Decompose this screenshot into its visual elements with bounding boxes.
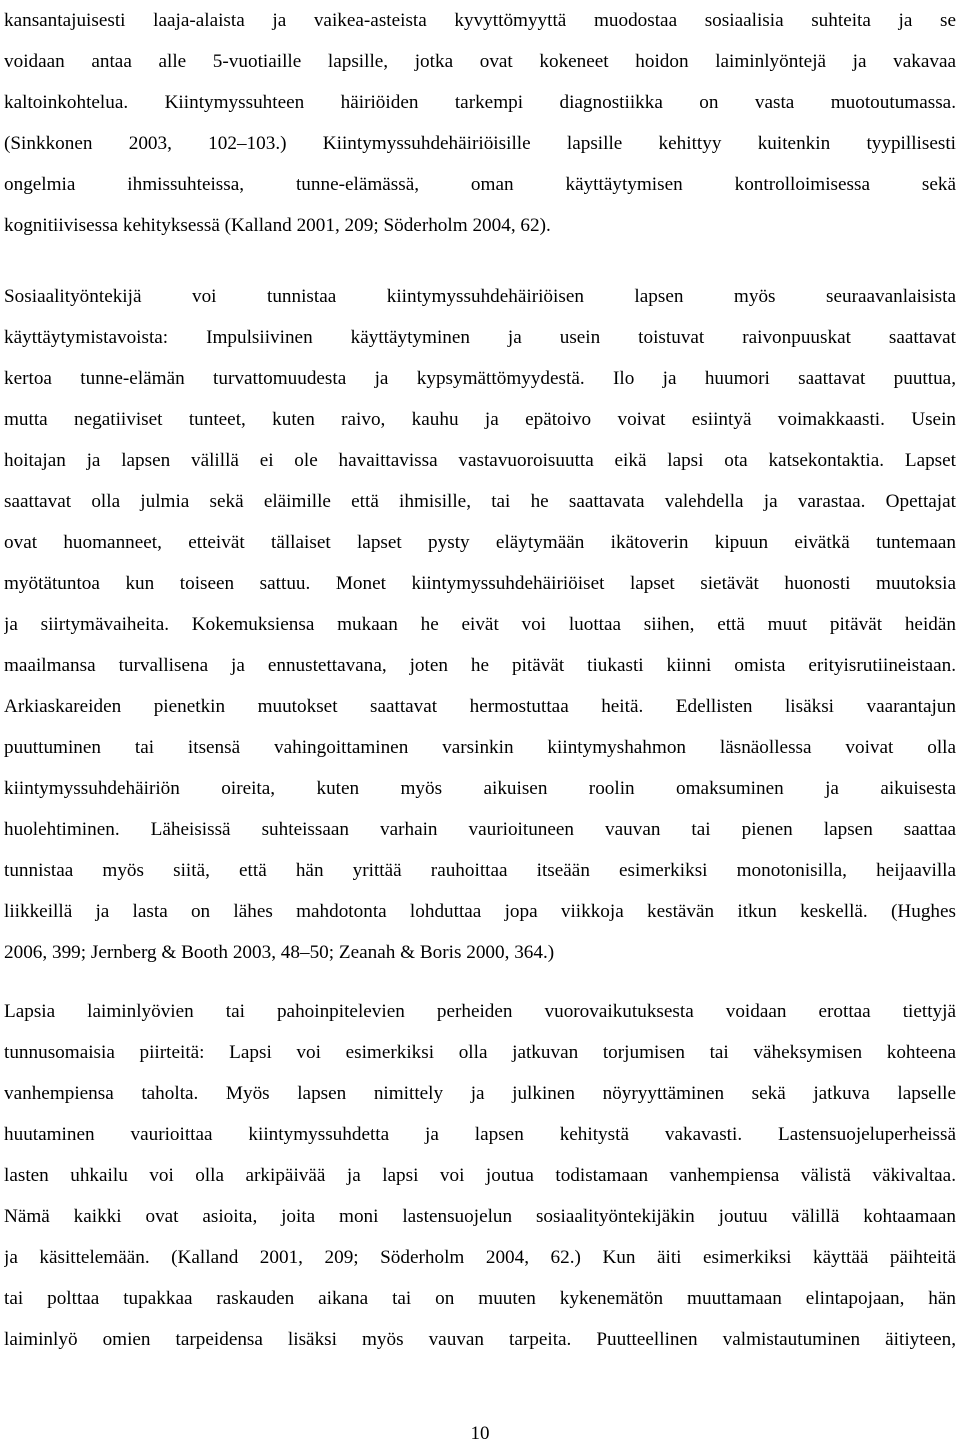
text-line: ja käsittelemään. (Kalland 2001, 209; Söderholm 2004, 62.) Kun äiti esimerkiksi käyttää päihteitä	[4, 1247, 956, 1268]
text-line: tunnusomaisia piirteitä: Lapsi voi esimerkiksi olla jatkuvan torjumisen tai väheksymisen kohteena	[4, 1042, 956, 1063]
text-line: laiminlyö omien tarpeidensa lisäksi myös vauvan tarpeita. Puutteellinen valmistautuminen äitiyteen,	[4, 1329, 956, 1350]
text-line: huolehtiminen. Läheisissä suhteissaan varhain vaurioituneen vauvan tai pienen lapsen saattaa	[4, 819, 956, 840]
text-line: käyttäytymistavoista: Impulsiivinen käyttäytyminen ja usein toistuvat raivonpuuskat saattavat	[4, 327, 956, 348]
text-line: Arkiaskareiden pienetkin muutokset saattavat hermostuttaa heitä. Edellisten lisäksi vaarantajun	[4, 696, 956, 717]
text-line: saattavat olla julmia sekä eläimille että ihmisille, tai he saattavata valehdella ja varastaa. Opettajat	[4, 491, 956, 512]
text-line: voidaan antaa alle 5-vuotiaille lapsille, jotka ovat kokeneet hoidon laiminlyöntejä ja vakavaa	[4, 51, 956, 72]
text-line: (Sinkkonen 2003, 102–103.) Kiintymyssuhdehäiriöisille lapsille kehittyy kuitenkin tyypillisesti	[4, 133, 956, 154]
text-line: ongelmia ihmissuhteissa, tunne-elämässä, oman käyttäytymisen kontrolloimisessa sekä	[4, 174, 956, 195]
text-line: mutta negatiiviset tunteet, kuten raivo, kauhu ja epätoivo voivat esiintyä voimakkaasti. Usein	[4, 409, 956, 430]
paragraph-1	[4, 0, 956, 246]
text-line: maailmansa turvallisena ja ennustettavana, joten he pitävät tiukasti kiinni omista erityisrutiineistaan.	[4, 655, 956, 676]
text-line: kaltoinkohtelua. Kiintymyssuhteen häiriöiden tarkempi diagnostiikka on vasta muotoutumassa.	[4, 92, 956, 113]
text-line: puuttuminen tai itsensä vahingoittaminen varsinkin kiintymyshahmon läsnäollessa voivat olla	[4, 737, 956, 758]
text-line: hoitajan ja lapsen välillä ei ole havaittavissa vastavuoroisuutta eikä lapsi ota katsekontaktia. Lapset	[4, 450, 956, 471]
text-line: liikkeillä ja lasta on lähes mahdotonta lohduttaa jopa viikkoja kestävän itkun keskellä. (Hughes	[4, 901, 956, 922]
page-number: 10	[470, 1423, 490, 1444]
text-line: tunnistaa myös siitä, että hän yrittää rauhoittaa itseään esimerkiksi monotonisilla, heijaavilla	[4, 860, 956, 881]
text-line: kansantajuisesti laaja-alaista ja vaikea-asteista kyvyttömyyttä muodostaa sosiaalisia suhteita ja se	[4, 10, 956, 31]
text-line: Nämä kaikki ovat asioita, joita moni lastensuojelun sosiaalityöntekijäkin joutuu välillä kohtaamaan	[4, 1206, 956, 1227]
text-line: lasten uhkailu voi olla arkipäivää ja lapsi voi joutua todistamaan vanhempiensa välistä väkivaltaa.	[4, 1165, 956, 1186]
text-line: ovat huomanneet, etteivät tällaiset lapset pysty eläytymään ikätoverin kipuun eivätkä tuntemaan	[4, 532, 956, 553]
text-line: vanhempiensa taholta. Myös lapsen nimittely ja julkinen nöyryyttäminen sekä jatkuva lapselle	[4, 1083, 956, 1104]
text-line: huutaminen vaurioittaa kiintymyssuhdetta ja lapsen kehitystä vakavasti. Lastensuojeluperheissä	[4, 1124, 956, 1145]
text-line: ja siirtymävaiheita. Kokemuksiensa mukaan he eivät voi luottaa siihen, että muut pitävät heidän	[4, 614, 956, 635]
text-line: kertoa tunne-elämän turvattomuudesta ja kypsymättömyydestä. Ilo ja huumori saattavat puuttua,	[4, 368, 956, 389]
paragraph-2	[4, 276, 956, 973]
text-line: kiintymyssuhdehäiriön oireita, kuten myös aikuisen roolin omaksuminen ja aikuisesta	[4, 778, 956, 799]
text-line: 2006, 399; Jernberg & Booth 2003, 48–50; Zeanah & Boris 2000, 364.)	[4, 942, 555, 963]
text-line: myötätuntoa kun toiseen sattuu. Monet kiintymyssuhdehäiriöiset lapset sietävät huonosti muutoksia	[4, 573, 956, 594]
text-line: Sosiaalityöntekijä voi tunnistaa kiintymyssuhdehäiriöisen lapsen myös seuraavanlaisista	[4, 286, 956, 307]
text-line: kognitiivisessa kehityksessä (Kalland 2001, 209; Söderholm 2004, 62).	[4, 215, 551, 236]
paragraph-3	[4, 991, 956, 1360]
text-line: tai polttaa tupakkaa raskauden aikana tai on muuten kykenemätön muuttamaan elintapojaan, hän	[4, 1288, 956, 1309]
text-line: Lapsia laiminlyövien tai pahoinpitelevien perheiden vuorovaikutuksesta voidaan erottaa tiettyjä	[4, 1001, 956, 1022]
